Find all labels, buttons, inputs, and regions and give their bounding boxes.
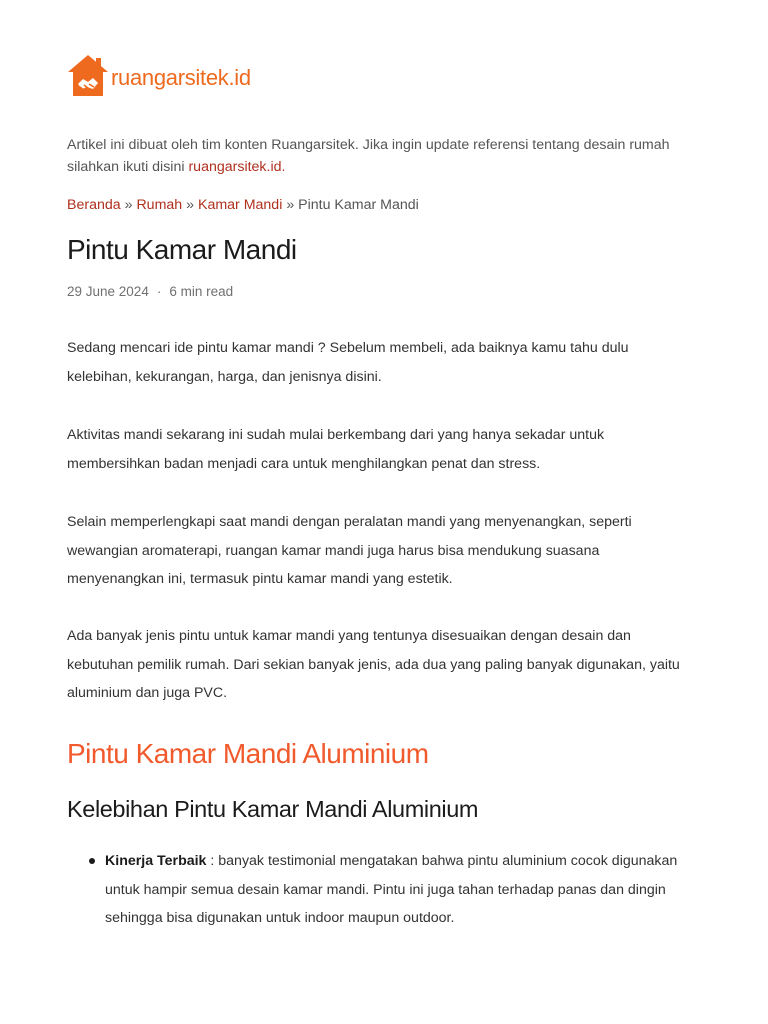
breadcrumb-separator: » [124, 197, 133, 213]
author-note-text: Artikel ini dibuat oleh tim konten Ruangarsitek. Jika ingin update referensi tentang desain rumah silahkan ikuti disini [67, 137, 670, 175]
breadcrumb-item-rumah[interactable]: Rumah [136, 197, 183, 213]
site-logo-text: ruangarsitek.id [111, 65, 251, 90]
house-handshake-logo-icon [67, 54, 109, 100]
article-paragraph: Selain memperlengkapi saat mandi dengan peralatan mandi yang menyenangkan, seperti wewangian aromaterapi, ruangan kamar mandi juga harus bisa mendukung suasana menyenangkan ini, termasuk pintu kamar mandi yang estetik. [67, 514, 632, 587]
breadcrumb-current: Pintu Kamar Mandi [298, 197, 419, 213]
site-link[interactable]: ruangarsitek.id. [188, 159, 286, 175]
breadcrumb-item-kamar-mandi[interactable]: Kamar Mandi [197, 197, 283, 213]
section-heading: Pintu Kamar Mandi Aluminium [67, 738, 429, 769]
publish-date: 29 June 2024 [67, 284, 149, 299]
bullet-icon [89, 858, 95, 864]
site-logo[interactable] [67, 54, 251, 100]
subsection-heading: Kelebihan Pintu Kamar Mandi Aluminium [67, 796, 479, 822]
breadcrumb [67, 194, 419, 216]
page-title: Pintu Kamar Mandi [67, 234, 297, 265]
author-note [67, 134, 707, 178]
breadcrumb-separator: » [186, 197, 195, 213]
article-meta [67, 281, 233, 303]
breadcrumb-item-beranda[interactable]: Beranda [67, 197, 121, 213]
article-paragraph: Sedang mencari ide pintu kamar mandi ? Sebelum membeli, ada baiknya kamu tahu dulu kelebihan, kekurangan, harga, dan jenisnya disini. [67, 340, 629, 385]
advantages-list [67, 847, 707, 933]
article-paragraph: Ada banyak jenis pintu untuk kamar mandi yang tentunya disesuaikan dengan desain dan kebutuhan pemilik rumah. Dari sekian banyak jenis, ada dua yang paling banyak digunakan, yaitu aluminium dan juga PVC. [67, 628, 680, 701]
list-item-term: Kinerja Terbaik [105, 853, 207, 869]
breadcrumb-separator: » [286, 197, 295, 213]
list-item-text: : banyak testimonial mengatakan bahwa pintu aluminium cocok digunakan untuk hampir semua desain kamar mandi. Pintu ini juga tahan terhadap panas dan dingin sehingga bisa digunakan untuk indoor maupun outdoor. [105, 853, 678, 926]
meta-separator: · [156, 284, 162, 299]
article-paragraph: Aktivitas mandi sekarang ini sudah mulai berkembang dari yang hanya sekadar untuk membersihkan badan menjadi cara untuk menghilangkan penat dan stress. [67, 427, 605, 472]
read-time: 6 min read [169, 284, 234, 299]
list-item [67, 847, 707, 933]
